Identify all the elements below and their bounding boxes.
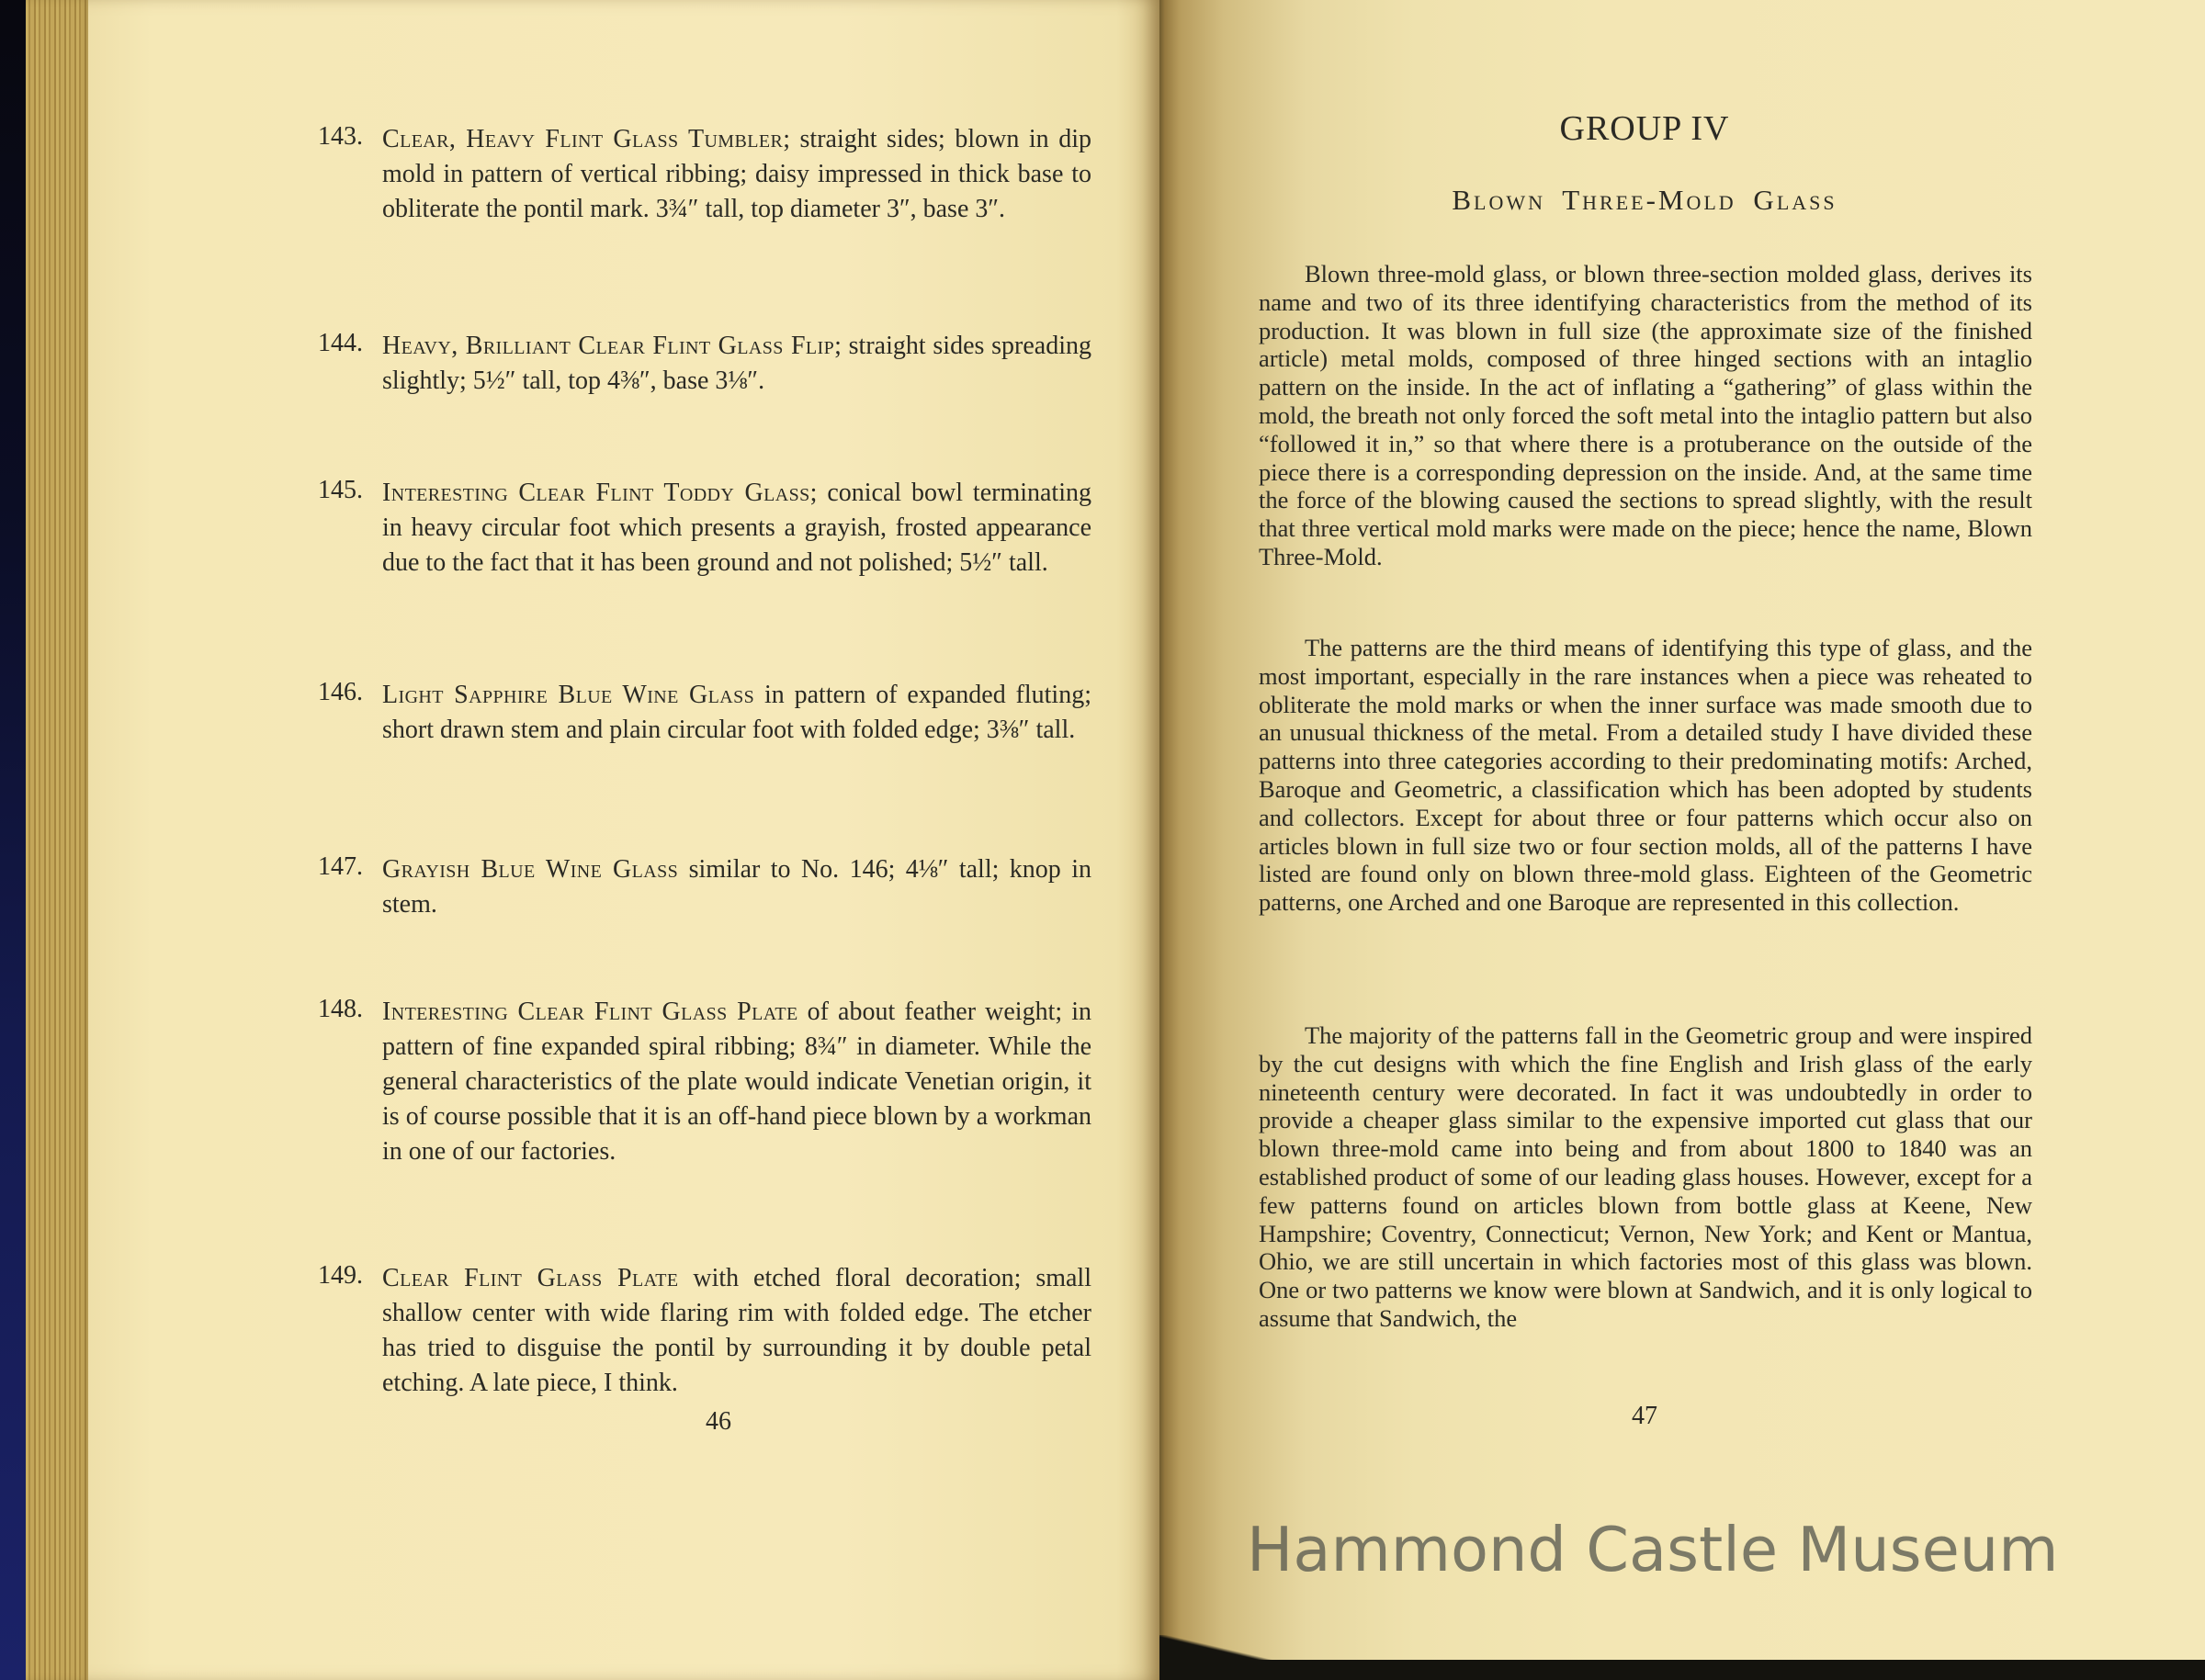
item-text <box>382 678 1091 748</box>
item-text <box>382 852 1091 922</box>
page-number-left: 46 <box>706 1407 731 1436</box>
item-title: Interesting Clear Flint Glass Plate <box>382 998 798 1026</box>
right-page <box>1159 0 2205 1660</box>
item-body: ; conical bowl terminating in heavy circular foot which presents a grayish, frosted appearance due to the fact that it has been ground and not polished; 5½″ tall. <box>382 479 1091 577</box>
item-title: Interesting Clear Flint Toddy Glass <box>382 479 810 507</box>
body-paragraph-2: The patterns are the third means of identifying this type of glass, and the most important, especially in the rare instances when a piece was reheated to obliterate the mold marks or when the inner surface was made smooth due to an unusual thickness of the metal. From a detailed study I have divided these patterns into three categories according to their predominating motifs: Arched, Baroque and Geometric, a classification which has been adopted by students and collectors. Except for about three or four patterns which occur also on articles blown in full size two or four section molds, all of the patterns I have listed are found only on blown three-mold glass. Eighteen of the Geometric patterns, one Arched and one Baroque are represented in this collection. <box>1259 634 2032 917</box>
group-heading: GROUP IV <box>1559 109 1730 148</box>
item-body: similar to No. 146; 4⅛″ tall; knop in stem. <box>382 855 1091 919</box>
body-paragraph-3: The majority of the patterns fall in the Geometric group and were inspired by the cut designs with which the fine English and Irish glass of the early nineteenth century were decorated. In fact it was undoubtedly in order to provide a cheaper glass similar to the expensive imported cut glass that our blown three-mold came into being and from about 1800 to 1840 was an established product of some of our leading glass houses. However, except for a few patterns found on articles blown from bottle glass at Keene, New Hampshire; Coventry, Connecticut; Vernon, New York; and Kent or Mantua, Ohio, we are still uncertain in which factories most of this glass was blown. One or two patterns we know were blown at Sandwich, and it is only logical to assume that Sandwich, the <box>1259 1021 2032 1332</box>
item-title: Clear, Heavy Flint Glass Tumbler <box>382 125 784 153</box>
item-title: Grayish Blue Wine Glass <box>382 855 679 884</box>
item-title: Clear Flint Glass Plate <box>382 1264 679 1292</box>
item-body: ; straight sides spreading slightly; 5½″ tall, top 4⅜″, base 3⅛″. <box>382 332 1091 395</box>
item-body: in pattern of expanded fluting; short drawn stem and plain circular foot with folded edge; 3⅜″ tall. <box>382 681 1091 744</box>
item-body: ; straight sides; blown in dip mold in pattern of vertical ribbing; daisy impressed in thick base to obliterate the pontil mark. 3¾″ tall, top diameter 3″, base 3″. <box>382 125 1091 223</box>
item-number: 147. <box>318 852 363 881</box>
item-text <box>382 122 1091 227</box>
section-heading: Blown Three-Mold Glass <box>1452 184 1838 216</box>
scan-bottom-edge <box>1159 1660 2205 1680</box>
body-paragraph-1: Blown three-mold glass, or blown three-section molded glass, derives its name and two of its three identifying characteristics from the method of its production. It was blown in full size (the approximate size of the finished article) metal molds, composed of three hinged sections with an intaglio pattern on the inside. In the act of inflating a “gathering” of glass within the mold, the breath not only forced the soft metal into the intaglio pattern but also “followed it in,” so that where there is a protuberance on the outside of the piece there is a corresponding depression on the inside. And, at the same time the force of the blowing caused the sections to spread slightly, with the result that three vertical mold marks were made on the piece; hence the name, Blown Three-Mold. <box>1259 260 2032 570</box>
item-text <box>382 476 1091 581</box>
item-text <box>382 995 1091 1169</box>
item-number: 145. <box>318 476 363 504</box>
left-page <box>88 0 1159 1680</box>
item-text <box>382 329 1091 399</box>
item-title: Light Sapphire Blue Wine Glass <box>382 681 755 709</box>
item-number: 143. <box>318 122 363 151</box>
item-number: 148. <box>318 995 363 1023</box>
stacked-page-edges <box>26 0 92 1680</box>
item-body: of about feather weight; in pattern of fine expanded spiral ribbing; 8¾″ in diameter. While the general characteristics of the plate would indicate Venetian origin, it is of course possible that it is an off-hand piece blown by a workman in one of our factories. <box>382 998 1091 1166</box>
item-title: Heavy, Brilliant Clear Flint Glass Flip <box>382 332 835 360</box>
item-number: 146. <box>318 678 363 706</box>
item-body: with etched floral decoration; small shallow center with wide flaring rim with folded edge. The etcher has tried to disguise the pontil by surrounding it by double petal etching. A late piece, I think. <box>382 1264 1091 1397</box>
item-number: 144. <box>318 329 363 357</box>
item-number: 149. <box>318 1261 363 1290</box>
item-text <box>382 1261 1091 1401</box>
watermark-text: Hammond Castle Museum <box>1247 1514 2059 1585</box>
page-number-right: 47 <box>1632 1402 1657 1430</box>
